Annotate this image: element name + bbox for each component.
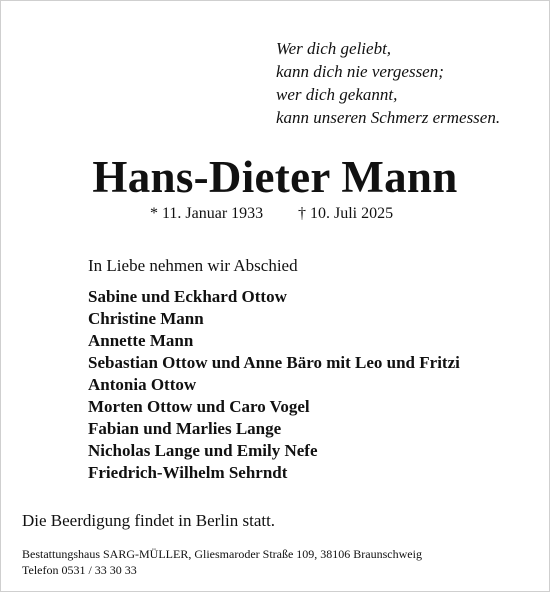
poem-line: Wer dich geliebt,	[276, 39, 392, 58]
funeral-home-phone: Telefon 0531 / 33 30 33	[22, 563, 137, 577]
poem-line: kann unseren Schmerz ermessen.	[276, 108, 501, 127]
mourner-entry: Morten Ottow und Caro Vogel	[88, 397, 310, 416]
funeral-note: Die Beerdigung findet in Berlin statt.	[22, 511, 276, 530]
mourner-entry: Antonia Ottow	[88, 375, 197, 394]
funeral-home-footer	[22, 546, 422, 578]
poem-line: kann dich nie vergessen;	[276, 62, 444, 81]
mourner-entry: Sabine und Eckhard Ottow	[88, 287, 287, 306]
birth-date: * 11. Januar 1933	[150, 205, 264, 222]
mourner-entry: Christine Mann	[88, 309, 204, 328]
mourner-entry: Friedrich-Wilhelm Sehrndt	[88, 463, 288, 482]
funeral-home-address: Bestattungshaus SARG-MÜLLER, Gliesmaroder Straße 109, 38106 Braunschweig	[22, 547, 422, 561]
mourner-entry: Sebastian Ottow und Anne Bäro mit Leo und Fritzi	[88, 353, 460, 372]
mourner-entry: Nicholas Lange und Emily Nefe	[88, 441, 318, 460]
poem-verse	[276, 37, 500, 129]
farewell-intro: In Liebe nehmen wir Abschied	[88, 256, 298, 275]
mourner-entry: Annette Mann	[88, 331, 194, 350]
poem-line: wer dich gekannt,	[276, 85, 398, 104]
mourners-list	[88, 286, 460, 484]
death-date: † 10. Juli 2025	[298, 205, 394, 222]
mourner-entry: Fabian und Marlies Lange	[88, 419, 282, 438]
deceased-name: Hans-Dieter Mann	[92, 152, 458, 202]
